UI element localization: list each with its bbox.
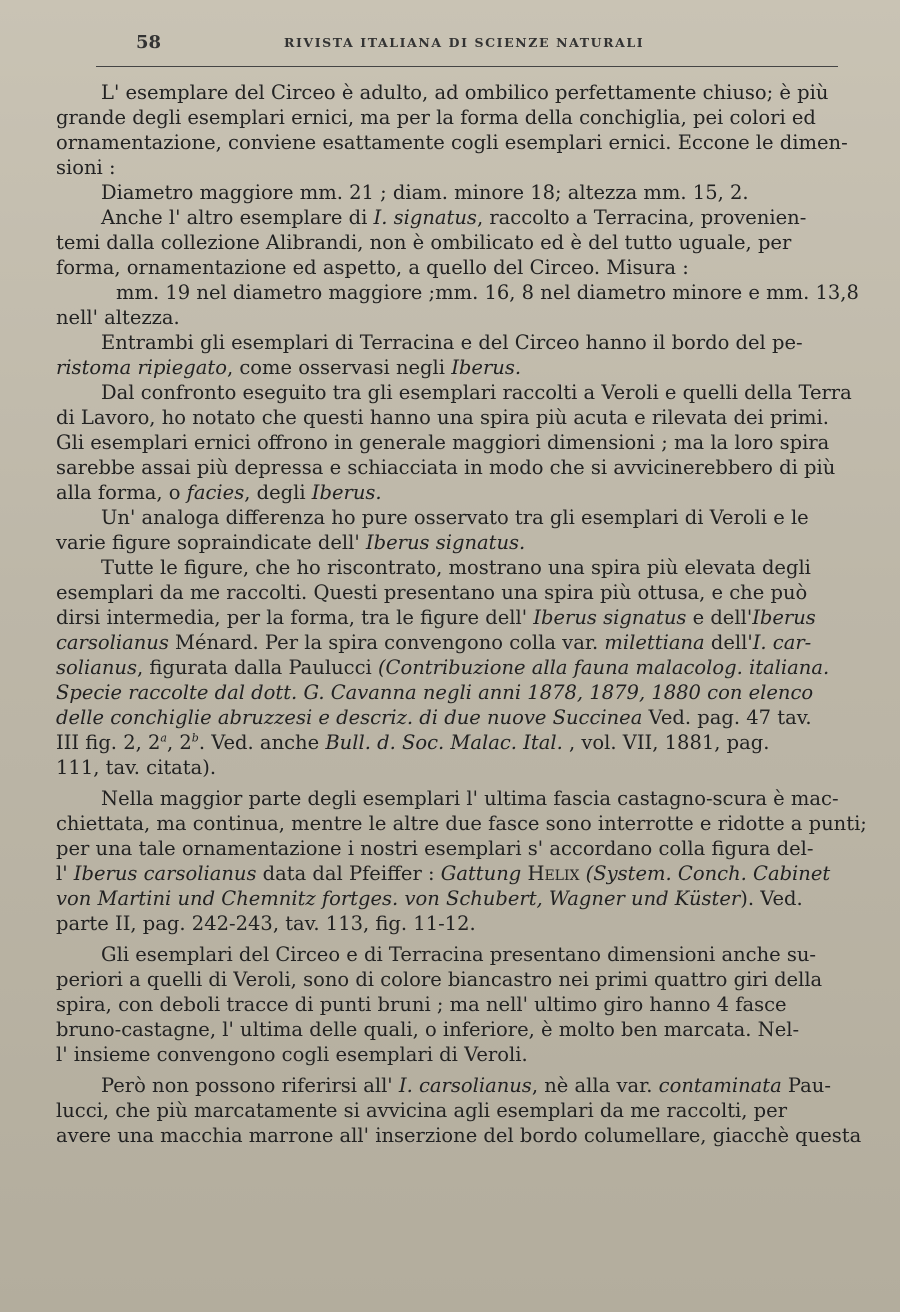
species-name: Iberus signatus xyxy=(533,606,687,629)
text-run: facies xyxy=(186,481,245,504)
text-run: , nè alla var. xyxy=(531,1074,659,1097)
text-line: esemplari da me raccolti. Questi presentano una spira più ottusa, e che può xyxy=(56,581,808,604)
superscript: a xyxy=(160,731,167,745)
text-run: III fig. 2, 2 xyxy=(56,731,161,754)
citation-title: von Martini und Chemnitz fortges. von Schubert, Wagner und Küster xyxy=(56,887,741,910)
species-name: Iberus. xyxy=(311,481,382,504)
text-run: , come osservasi negli xyxy=(226,356,452,379)
text-line xyxy=(56,605,852,630)
paragraph xyxy=(56,786,867,936)
page-number: 58 xyxy=(136,32,162,53)
text-line xyxy=(56,355,852,380)
citation-title: Gattung xyxy=(440,862,522,885)
text-line xyxy=(56,1073,852,1098)
running-title: RIVISTA ITALIANA DI SCIENZE NATURALI xyxy=(284,35,645,50)
text-line: Gli esemplari ernici offrono in generale maggiori dimensioni ; ma la loro spira xyxy=(56,431,830,454)
text-line: avere una macchia marrone all' inserzione del bordo columellare, giacchè questa xyxy=(56,1124,862,1147)
text-run: varie figure sopraindicate dell' xyxy=(56,531,366,554)
citation-title: (Contribuzione alla fauna malacolog. italiana. xyxy=(377,656,830,679)
text-line: per una tale ornamentazione i nostri esemplari s' accordano colla figura del- xyxy=(56,837,814,860)
text-line: Diametro maggiore mm. 21 ; diam. minore 18; altezza mm. 15, 2. xyxy=(101,181,749,204)
text-line: grande degli esemplari ernici, ma per la forma della conchiglia, pei colori ed xyxy=(56,106,816,129)
species-name: Iberus. xyxy=(451,356,522,379)
text-line: Nella maggior parte degli esemplari l' ultima fascia castagno-scura è mac- xyxy=(101,787,839,810)
text-run: dirsi intermedia, per la forma, tra le figure dell' xyxy=(56,606,534,629)
paragraph xyxy=(56,380,852,505)
text-line: Gli esemplari del Circeo e di Terracina presentano dimensioni anche su- xyxy=(101,943,817,966)
text-run: dell' xyxy=(704,631,753,654)
text-run: Pau- xyxy=(781,1074,831,1097)
text-line xyxy=(56,861,852,886)
text-line: chiettata, ma continua, mentre le altre due fasce sono interrotte e ridotte a punti; xyxy=(56,812,867,835)
citation-title: Specie raccolte dal dott. G. Cavanna negli anni 1878, 1879, 1880 con elenco xyxy=(56,681,814,704)
text-line: nell' altezza. xyxy=(56,306,180,329)
text-run: alla forma, o xyxy=(56,481,187,504)
paragraph xyxy=(56,555,852,780)
species-name: Iberus carsolianus xyxy=(73,862,257,885)
text-run: Anche l' altro esemplare di xyxy=(101,206,374,229)
body-text xyxy=(56,80,867,1148)
text-line: L' esemplare del Circeo è adulto, ad ombilico perfettamente chiuso; è più xyxy=(101,81,829,104)
paragraph xyxy=(56,505,852,555)
text-line: l' insieme convengono cogli esemplari di Veroli. xyxy=(56,1043,528,1066)
text-run: , figurata dalla Paulucci xyxy=(136,656,378,679)
text-line: sioni : xyxy=(56,156,116,179)
variety-name: milettiana xyxy=(604,631,705,654)
text-run: Ved. pag. 47 tav. xyxy=(642,706,812,729)
text-line xyxy=(56,480,852,505)
paragraph xyxy=(56,1073,862,1148)
text-line: mm. 19 nel diametro maggiore ;mm. 16, 8 nel diametro minore e mm. 13,8 xyxy=(116,281,859,304)
text-line xyxy=(56,630,852,655)
text-line: periori a quelli di Veroli, sono di colore biancastro nei primi quattro giri della xyxy=(56,968,823,991)
text-run: . Ved. anche xyxy=(198,731,326,754)
paragraph xyxy=(56,280,859,330)
species-name: I. carsolianus xyxy=(398,1074,532,1097)
text-run: , degli xyxy=(244,481,312,504)
text-line: bruno-castagne, l' ultima delle quali, o inferiore, è molto ben marcata. Nel- xyxy=(56,1018,800,1041)
text-run: ). Ved. xyxy=(740,887,803,910)
paragraph xyxy=(56,205,852,280)
text-run: Però non possono riferirsi all' xyxy=(101,1074,399,1097)
text-run: , vol. VII, 1881, pag. xyxy=(562,731,770,754)
paragraph xyxy=(56,942,852,1067)
citation-title: delle conchiglie abruzzesi e descriz. di due nuove Succinea xyxy=(56,706,643,729)
genus-name: Helix xyxy=(521,862,586,885)
text-run: ristoma ripiegato xyxy=(56,356,227,379)
species-name: carsolianus xyxy=(56,631,169,654)
species-name: Iberus signatus. xyxy=(365,531,526,554)
text-line: parte II, pag. 242-243, tav. 113, fig. 11-12. xyxy=(56,912,476,935)
text-run: Ménard. Per la spira convengono colla var. xyxy=(168,631,605,654)
species-name: Iberus xyxy=(752,606,816,629)
text-run: , 2 xyxy=(166,731,192,754)
text-line: di Lavoro, ho notato che questi hanno una spira più acuta e rilevata dei primi. xyxy=(56,406,829,429)
species-name: solianus xyxy=(56,656,137,679)
text-line: Dal confronto eseguito tra gli esemplari raccolti a Veroli e quelli della Terra xyxy=(101,381,852,404)
citation-title: Bull. d. Soc. Malac. Ital. xyxy=(325,731,563,754)
text-line: spira, con deboli tracce di punti bruni ; ma nell' ultimo giro hanno 4 fasce xyxy=(56,993,787,1016)
superscript: b xyxy=(191,731,199,745)
text-line xyxy=(56,705,852,730)
citation-title: (System. Conch. Cabinet xyxy=(585,862,831,885)
text-line xyxy=(56,730,852,755)
page-header xyxy=(136,28,841,56)
text-run: l' xyxy=(56,862,74,885)
paragraph xyxy=(56,180,852,205)
species-name: I. car- xyxy=(752,631,812,654)
text-line xyxy=(56,530,852,555)
variety-name: contaminata xyxy=(658,1074,782,1097)
text-line: ornamentazione, conviene esattamente cogli esemplari ernici. Eccone le dimen- xyxy=(56,131,848,154)
text-run: , raccolto a Terracina, provenien- xyxy=(476,206,807,229)
paragraph xyxy=(56,330,852,380)
text-line: 111, tav. citata). xyxy=(56,756,217,779)
text-line xyxy=(56,655,852,680)
species-name: I. signatus xyxy=(373,206,477,229)
text-line xyxy=(56,205,852,230)
text-line: Tutte le figure, che ho riscontrato, mostrano una spira più elevata degli xyxy=(101,556,811,579)
text-run: e dell' xyxy=(686,606,753,629)
text-line xyxy=(56,886,852,911)
text-line: lucci, che più marcatamente si avvicina agli esemplari da me raccolti, per xyxy=(56,1099,788,1122)
text-line: Entrambi gli esemplari di Terracina e del Circeo hanno il bordo del pe- xyxy=(101,331,803,354)
text-line: forma, ornamentazione ed aspetto, a quello del Circeo. Misura : xyxy=(56,256,689,279)
text-run: data dal Pfeiffer : xyxy=(256,862,441,885)
text-line: temi dalla collezione Alibrandi, non è ombilicato ed è del tutto uguale, per xyxy=(56,231,792,254)
paragraph xyxy=(56,80,852,180)
header-rule xyxy=(96,66,838,67)
text-line: sarebbe assai più depressa e schiacciata in modo che si avvicinerebbero di più xyxy=(56,456,836,479)
text-line: Un' analoga differenza ho pure osservato tra gli esemplari di Veroli e le xyxy=(101,506,809,529)
